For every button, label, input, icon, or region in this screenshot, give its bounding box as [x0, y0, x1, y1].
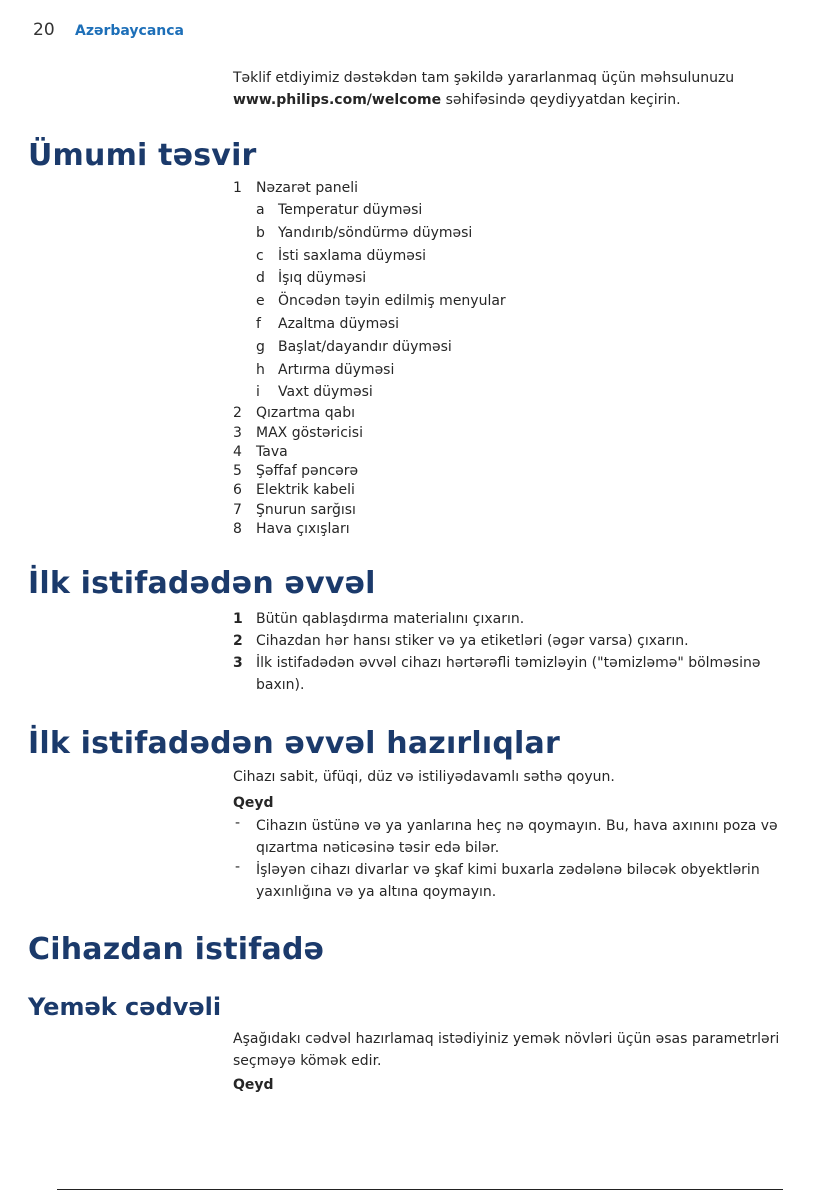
food-table-text: Aşağıdakı cədvəl hazırlamaq istədiyiniz yemək növləri üçün əsas parametrləri: [233, 1031, 780, 1047]
website-link[interactable]: www.philips.com/welcome: [233, 92, 442, 108]
step-number: 1: [233, 611, 243, 627]
step-text: Cihazdan hər hansı stiker və ya etiketləri (əgər varsa) çıxarın.: [256, 633, 689, 649]
item-label: Başlat/dayandır düyməsi: [278, 339, 452, 355]
intro-line-1: Təklif etdiyimiz dəstəkdən tam şəkildə yararlanmaq üçün məhsulunuzu: [233, 70, 735, 86]
using-heading: Cihazdan istifadə: [28, 932, 325, 967]
item-label: Hava çıxışları: [256, 521, 350, 537]
bullet-dash: -: [235, 815, 241, 831]
step-number: 3: [233, 655, 243, 671]
preparations-heading: İlk istifadədən əvvəl hazırlıqlar: [28, 726, 560, 761]
item-letter: f: [256, 316, 261, 332]
note-line: qızartma nəticəsinə təsir edə bilər.: [256, 840, 500, 856]
item-label: Tava: [256, 444, 288, 460]
item-label: İsti saxlama düyməsi: [278, 248, 427, 264]
item-number: 3: [233, 425, 242, 441]
item-letter: c: [256, 248, 264, 264]
item-label: Elektrik kabeli: [256, 482, 355, 498]
item-number: 6: [233, 482, 242, 498]
item-label: İşıq düyməsi: [278, 270, 367, 286]
item-letter: i: [256, 384, 260, 400]
item-letter: d: [256, 270, 265, 286]
language-label: Azərbaycanca: [75, 23, 185, 39]
item-letter: g: [256, 339, 265, 355]
before-first-use-heading: İlk istifadədən əvvəl: [28, 566, 376, 601]
preparations-text: Cihazı sabit, üfüqi, düz və istiliyədavamlı səthə qoyun.: [233, 769, 615, 785]
item-letter: a: [256, 202, 265, 218]
note-label: Qeyd: [233, 795, 274, 811]
note-line: yaxınlığına və ya altına qoymayın.: [256, 884, 497, 900]
item-letter: e: [256, 293, 265, 309]
item-label: Şnurun sarğısı: [256, 502, 356, 518]
item-label: Yandırıb/söndürmə düyməsi: [278, 225, 473, 241]
item-number: 7: [233, 502, 242, 518]
step-text: İlk istifadədən əvvəl cihazı hərtərəfli təmizləyin ("təmizləmə" bölməsinə: [256, 655, 761, 671]
bullet-dash: -: [235, 859, 241, 875]
item-number: 1: [233, 180, 242, 196]
item-label: MAX göstəricisi: [256, 425, 363, 441]
item-label: Qızartma qabı: [256, 405, 355, 421]
item-label: Temperatur düyməsi: [278, 202, 423, 218]
step-number: 2: [233, 633, 243, 649]
item-number: 8: [233, 521, 242, 537]
item-label: Şəffaf pəncərə: [256, 463, 359, 479]
item-letter: b: [256, 225, 265, 241]
item-label: Azaltma düyməsi: [278, 316, 400, 332]
note-label: Qeyd: [233, 1077, 274, 1093]
overview-heading: Ümumi təsvir: [28, 138, 257, 173]
item-number: 5: [233, 463, 242, 479]
note-line: İşləyən cihazı divarlar və şkaf kimi buxarla zədələnə biləcək obyektlərin: [256, 862, 760, 878]
note-line: Cihazın üstünə və ya yanlarına heç nə qoymayın. Bu, hava axınını poza və: [256, 818, 778, 834]
step-continuation: baxın).: [256, 677, 305, 693]
item-label: Öncədən təyin edilmiş menyular: [278, 293, 506, 309]
food-table-text: seçməyə kömək edir.: [233, 1053, 382, 1069]
intro-line-2: [233, 89, 734, 111]
item-number: 2: [233, 405, 242, 421]
item-label: Vaxt düyməsi: [278, 384, 373, 400]
item-label: Artırma düyməsi: [278, 362, 395, 378]
food-table-heading: Yemək cədvəli: [28, 993, 222, 1021]
step-text: Bütün qablaşdırma materialını çıxarın.: [256, 611, 525, 627]
item-letter: h: [256, 362, 265, 378]
footer-divider: [57, 1189, 783, 1190]
intro-line-2-rest: səhifəsində qeydiyyatdan keçirin.: [441, 92, 681, 108]
item-number: 4: [233, 444, 242, 460]
page-number: 20: [33, 20, 55, 40]
item-label: Nəzarət paneli: [256, 180, 359, 196]
intro-paragraph: [233, 67, 734, 111]
